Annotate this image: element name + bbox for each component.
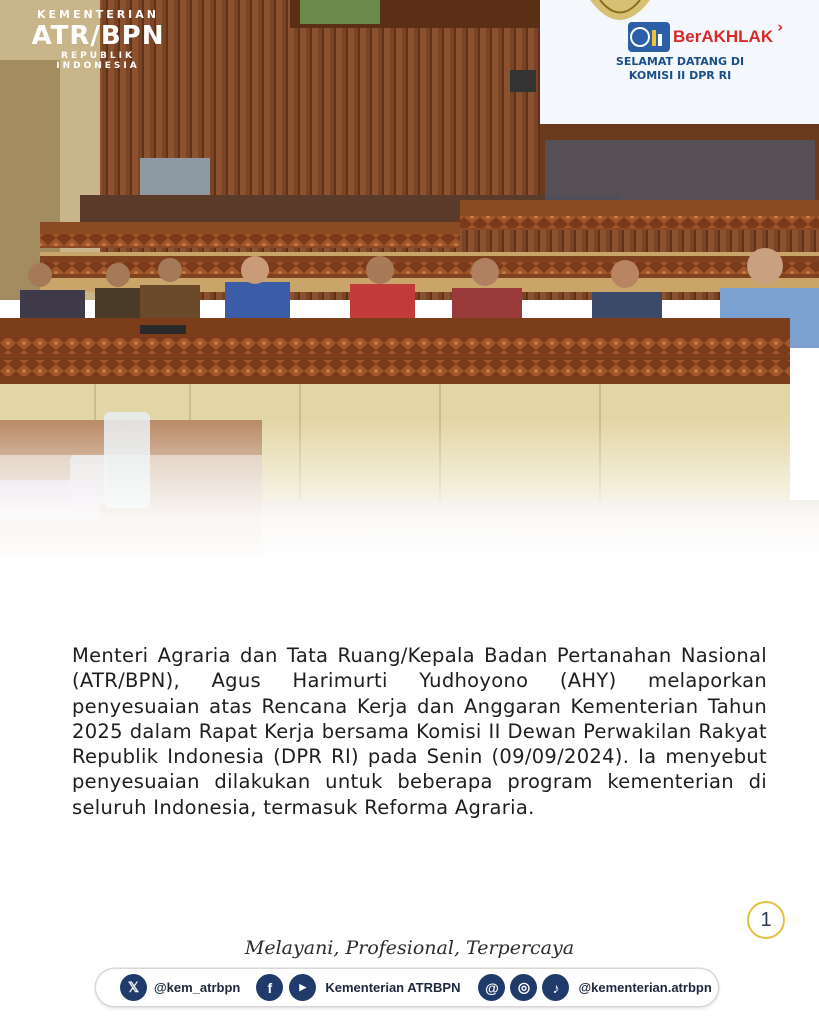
x-handle[interactable]: @kem_atrbpn — [154, 980, 241, 995]
brand-line-3: REPUBLIK INDONESIA — [56, 51, 140, 71]
tiktok-icon[interactable]: ♪ — [542, 974, 569, 1001]
page-number-badge: 1 — [747, 901, 785, 939]
facebook-youtube-handle[interactable]: Kementerian ATRBPN — [325, 980, 461, 995]
berakhlak-logo — [628, 18, 784, 52]
instagram-icon[interactable]: ◎ — [510, 974, 537, 1001]
tagline: Melayani, Profesional, Terpercaya — [244, 937, 575, 959]
brand-line-1: KEMENTERIAN — [36, 8, 159, 21]
berakhlak-text: BerAKHLAK — [673, 27, 774, 46]
threads-icon[interactable]: @ — [478, 974, 505, 1001]
brand-line-2: ATR/BPN — [31, 21, 165, 51]
facebook-icon[interactable]: f — [256, 974, 283, 1001]
instagram-tiktok-handle[interactable]: @kementerian.atrbpn — [578, 980, 712, 995]
article-paragraph: Menteri Agraria dan Tata Ruang/Kepala Badan Pertanahan Nasional (ATR/BPN), Agus Harimurti Yudhoyono (AHY) melaporkan penyesuaian atas Rencana Kerja dan Anggaran Kementerian Tahun 2025 dalam Rapat Kerja bersama Komisi II Dewan Perwakilan Rakyat Republik Indonesia (DPR RI) pada Senin (09/09/2024). Ia menyebut penyesuaian dilakukan untuk beberapa program kementerian di seluruh Indonesia, termasuk Reforma Agraria. — [72, 644, 767, 819]
chevron-right-icon: › — [777, 18, 784, 36]
welcome-text — [600, 55, 760, 83]
berakhlak-mark-icon — [628, 22, 670, 52]
brand-logo — [18, 8, 178, 71]
photo-fade-overlay — [0, 420, 819, 590]
youtube-icon[interactable]: ▶ — [289, 974, 316, 1001]
social-bar — [96, 969, 718, 1006]
welcome-line-2: KOMISI II DPR RI — [628, 69, 732, 82]
x-icon[interactable]: 𝕏 — [120, 974, 147, 1001]
berakhlak-badge-icon — [628, 22, 670, 52]
welcome-line-1: SELAMAT DATANG DI — [615, 55, 745, 68]
